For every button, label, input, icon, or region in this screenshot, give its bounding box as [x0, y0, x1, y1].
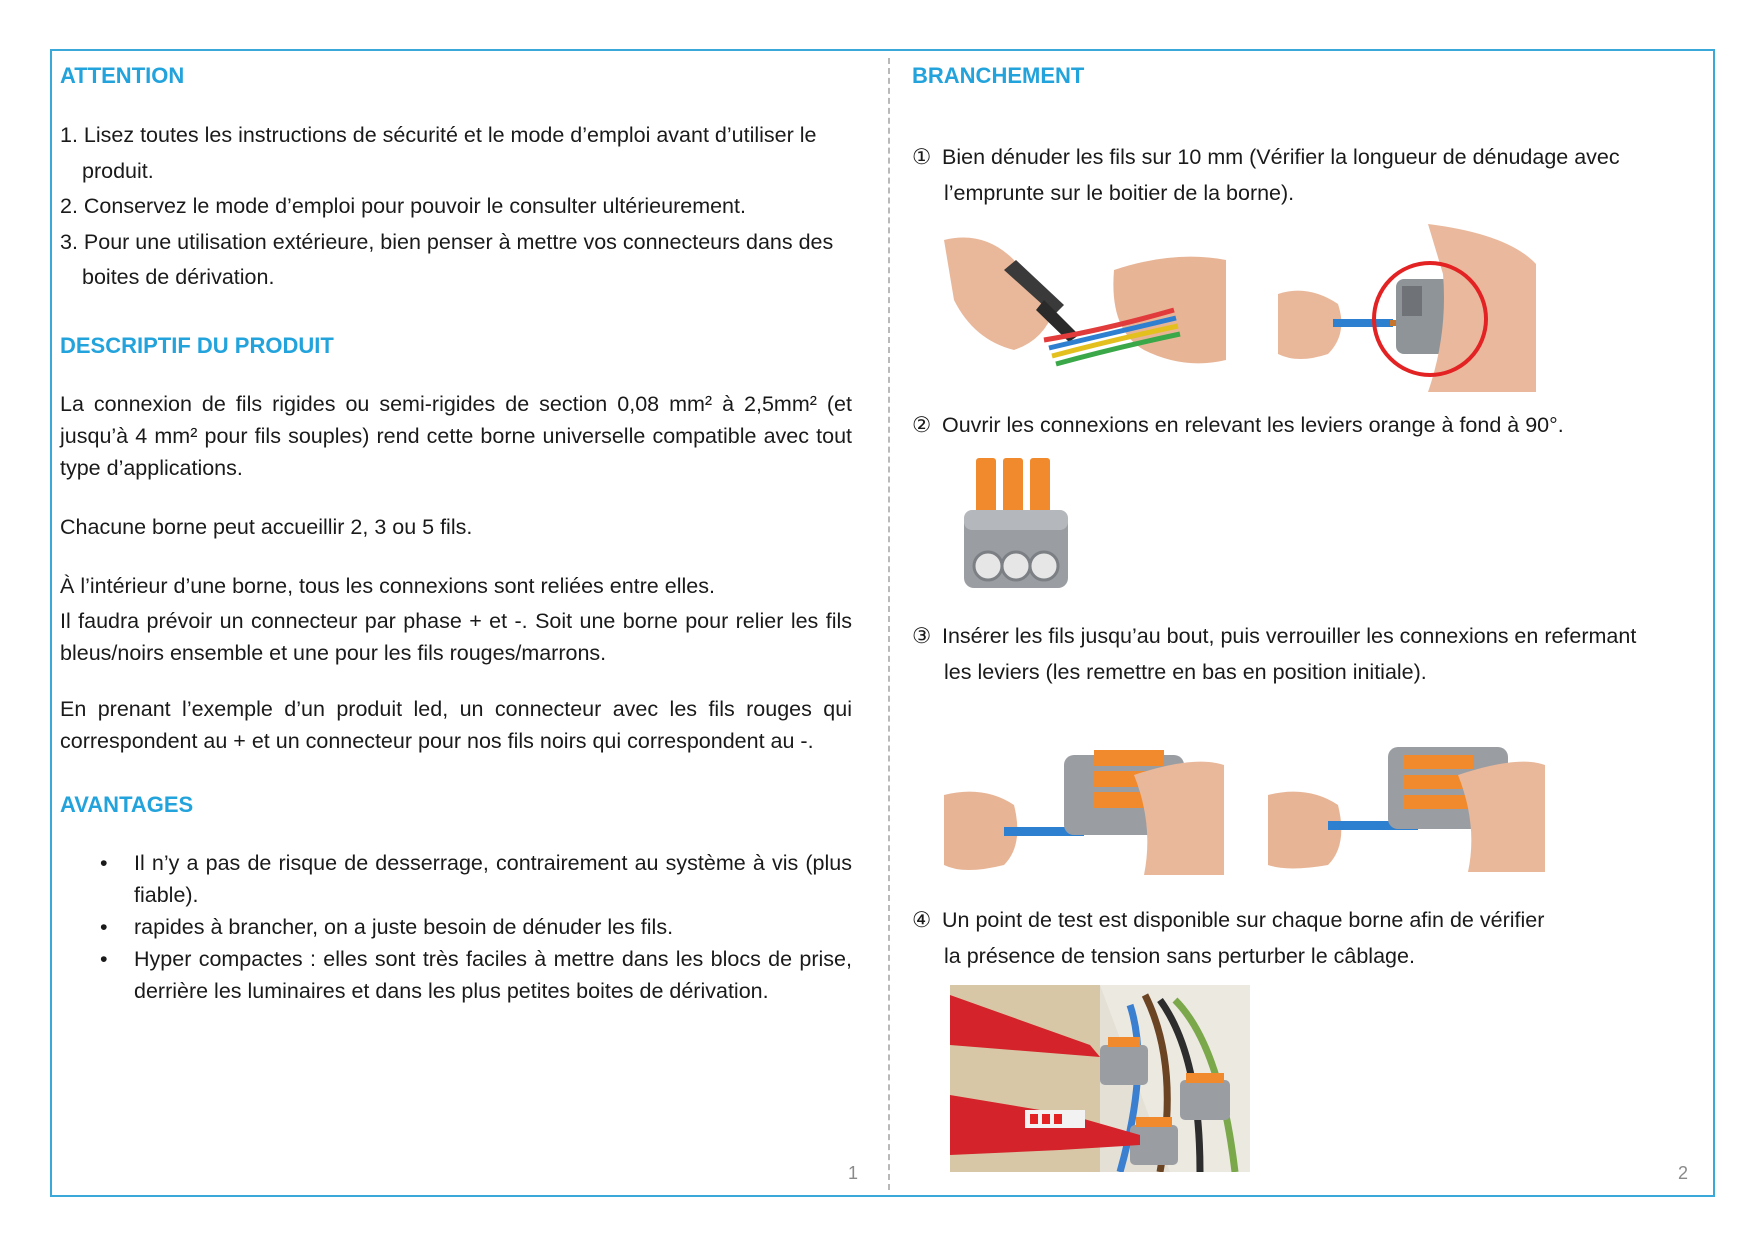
step-3-line1: Insérer les fils jusqu’au bout, puis verrouiller les connexions en refermant [942, 624, 1637, 648]
step-4-line2: la présence de tension sans perturber le câblage. [944, 943, 1415, 968]
descriptif-paragraph-4: En prenant l’exemple d’un produit led, un connecteur avec les fils rouges qui correspondent au + et un connecteur pour nos fils noirs qui correspondent au -. [60, 696, 852, 753]
step-4-line1: Un point de test est disponible sur chaque borne afin de vérifier [942, 908, 1545, 932]
descriptif-heading: DESCRIPTIF DU PRODUIT [60, 332, 334, 358]
descriptif-paragraph-3b: Il faudra prévoir un connecteur par phase + et -. Soit une borne pour relier les fils bleus/noirs ensemble et une pour les fils rouges/marrons. [60, 608, 852, 665]
step-2-number: ② [912, 413, 932, 437]
step-2 [912, 408, 1702, 444]
inserting-wire-photo [944, 715, 1224, 875]
stripping-wires-photo [944, 230, 1226, 392]
avantages-list [60, 847, 852, 1007]
avantage-text: Hyper compactes : elles sont très faciles à mettre dans les blocs de prise, derrière les luminaires et dans les plus petites boites de dérivation. [134, 946, 852, 1003]
step-3 [912, 619, 1702, 690]
avantage-item [60, 911, 852, 943]
bullet-icon: • [100, 850, 108, 875]
avantage-text: Il n’y a pas de risque de desserrage, contrairement au système à vis (plus fiable). [134, 850, 852, 907]
step-1-line1: Bien dénuder les fils sur 10 mm (Vérifier la longueur de dénudage avec [942, 145, 1620, 169]
step-3-number: ③ [912, 624, 932, 648]
step-1-number: ① [912, 145, 932, 169]
page-number-right: 2 [1678, 1163, 1689, 1183]
bullet-icon: • [100, 946, 108, 971]
voltage-test-photo [950, 985, 1250, 1172]
bullet-icon: • [100, 914, 108, 939]
avantage-item [60, 943, 852, 1007]
step-1-line2: l’emprunte sur le boitier de la borne). [944, 180, 1295, 205]
step-3-line2: les leviers (les remettre en bas en position initiale). [944, 659, 1427, 684]
avantage-item [60, 847, 852, 911]
step-1 [912, 140, 1702, 211]
avantage-text: rapides à brancher, on a juste besoin de dénuder les fils. [134, 914, 674, 939]
descriptif-paragraph-2: Chacune borne peut accueillir 2, 3 ou 5 fils. [60, 514, 473, 539]
attention-list [60, 118, 852, 296]
step-4 [912, 903, 1702, 974]
attention-item: 3. Pour une utilisation extérieure, bien penser à mettre vos connecteurs dans des boites de dérivation. [60, 229, 834, 289]
locked-levers-photo [1268, 715, 1545, 872]
wire-length-check-photo [1278, 224, 1536, 392]
page-fold-divider [888, 58, 890, 1190]
step-4-number: ④ [912, 908, 932, 932]
attention-heading: ATTENTION [60, 63, 185, 88]
avantages-heading: AVANTAGES [60, 791, 194, 817]
connector-open-levers-photo [958, 458, 1078, 600]
left-page [60, 58, 852, 1007]
attention-item: 2. Conservez le mode d’emploi pour pouvoir le consulter ultérieurement. [60, 194, 746, 218]
descriptif-paragraph-1: La connexion de fils rigides ou semi-rigides de section 0,08 mm² à 2,5mm² (et jusqu’à 4 mm² pour fils souples) rend cette borne universelle compatible avec tout type d’applications. [60, 391, 852, 480]
branchement-heading: BRANCHEMENT [912, 63, 1085, 88]
step-2-line1: Ouvrir les connexions en relevant les leviers orange à fond à 90°. [942, 413, 1564, 437]
descriptif-paragraph-3a: À l’intérieur d’une borne, tous les connexions sont reliées entre elles. [60, 574, 715, 598]
attention-item: 1. Lisez toutes les instructions de sécurité et le mode d’emploi avant d’utiliser le produit. [60, 123, 817, 183]
page-number-left: 1 [848, 1163, 859, 1183]
